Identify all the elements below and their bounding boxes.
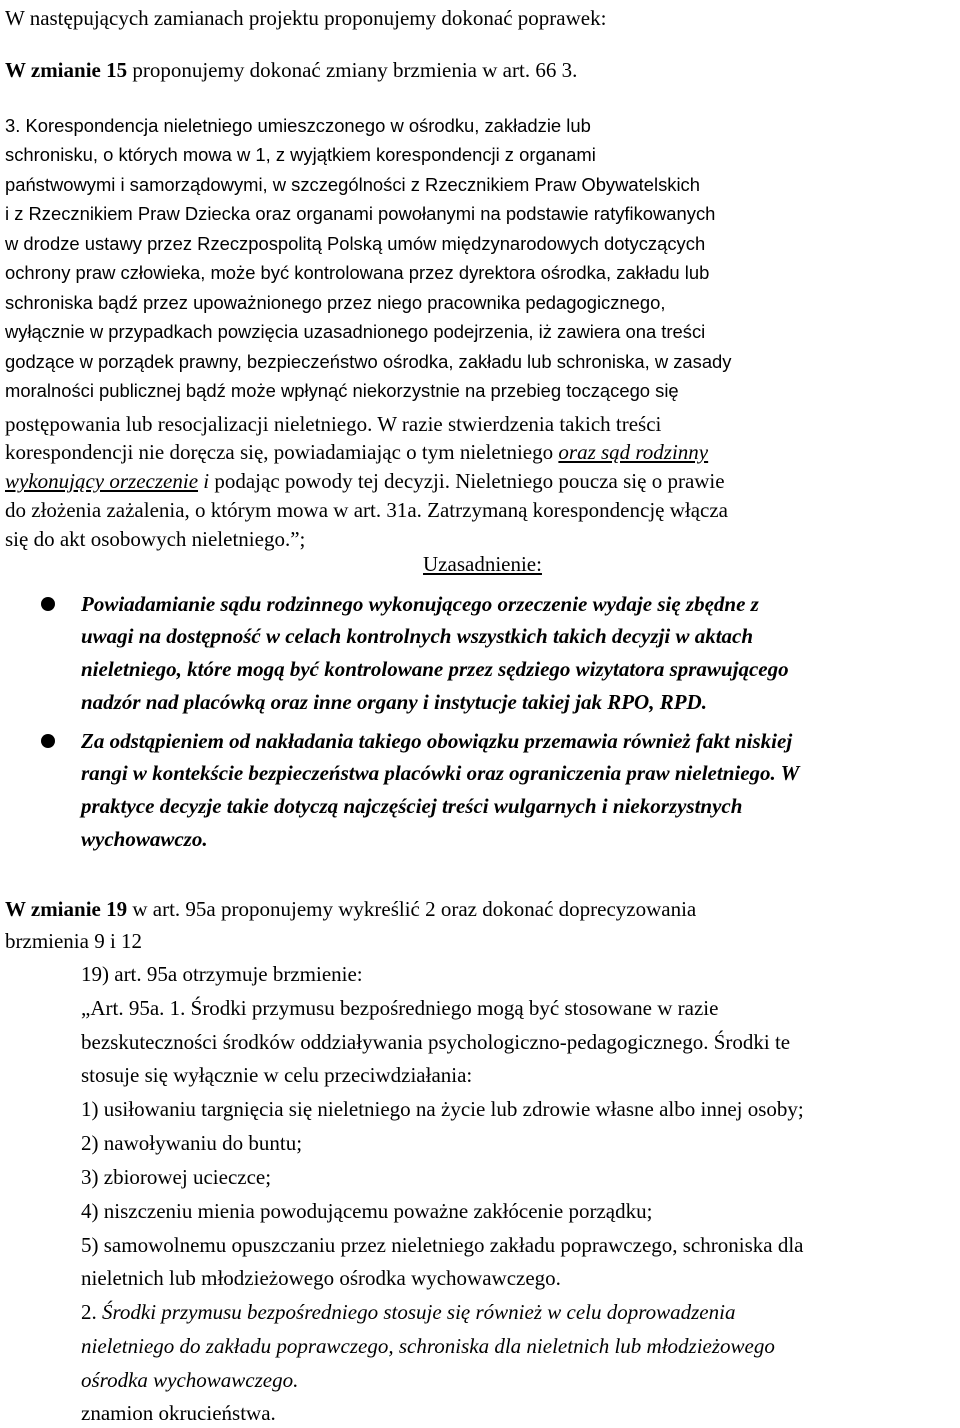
- quote-line: wyłącznie w przypadkach powzięcia uzasadnionego podejrzenia, iż zawiera ona treści: [5, 321, 706, 342]
- quote-line: schroniska bądź przez upoważnionego przez niego pracownika pedagogicznego,: [5, 292, 666, 313]
- justification-line: uwagi na dostępność w celach kontrolnych wszystkich takich decyzji w aktach: [81, 624, 754, 648]
- amendment-19-heading: [5, 894, 696, 924]
- bullet-icon: [41, 597, 55, 611]
- article-text: 2.: [81, 1300, 102, 1324]
- quote-line: się do akt osobowych nieletniego.”;: [5, 527, 306, 551]
- inserted-text: wykonujący orzeczenie: [5, 469, 199, 493]
- justification-line: nadzór nad placówką oraz inne organy i instytucje takiej jak RPO, RPD.: [81, 690, 707, 714]
- justification-line: rangi w kontekście bezpieczeństwa placówki oraz ograniczenia praw nieletniego. W: [81, 761, 800, 785]
- quote-line: godzące w porządek prawny, bezpieczeństwo ośrodka, zakładu lub schroniska, w zasady: [5, 351, 732, 372]
- quote-line: ochrony praw człowieka, może być kontrolowana przez dyrektora ośrodka, zakładu lub: [5, 262, 710, 283]
- quote-line: do złożenia zażalenia, o którym mowa w art. 31a. Zatrzymaną korespondencję włącza: [5, 498, 729, 522]
- amendment-19-line: brzmienia 9 i 12: [5, 929, 143, 953]
- article-line: ośrodka wychowawczego.: [81, 1368, 299, 1392]
- article-line: 3) zbiorowej ucieczce;: [81, 1165, 272, 1189]
- quote-line: państwowymi i samorządowymi, w szczególności z Rzecznikiem Praw Obywatelskich: [5, 174, 700, 195]
- amendment-15-heading: [5, 55, 577, 85]
- article-line: [81, 1297, 735, 1327]
- article-line: bezskuteczności środków oddziaływania psychologiczno-pedagogicznego. Środki te: [81, 1030, 791, 1054]
- article-line: znamion okrucieństwa.: [81, 1401, 276, 1425]
- article-line: 1) usiłowaniu targnięcia się nieletniego na życie lub zdrowie własne albo innej osoby;: [81, 1097, 804, 1121]
- article-line: 4) niszczeniu mienia powodującemu poważne zakłócenie porządku;: [81, 1199, 653, 1223]
- article-line: nieletnich lub młodzieżowego ośrodka wychowawczego.: [81, 1266, 561, 1290]
- amendment-15-text: proponujemy dokonać zmiany brzmienia w art. 66 3.: [127, 58, 578, 82]
- intro-line: W następujących zamianach projektu proponujemy dokonać poprawek:: [5, 6, 607, 30]
- article-text: Środki przymusu bezpośredniego stosuje się również w celu doprowadzenia: [102, 1300, 736, 1324]
- article-line: 2) nawoływaniu do buntu;: [81, 1131, 303, 1155]
- quote-line: postępowania lub resocjalizacji nieletniego. W razie stwierdzenia takich treści: [5, 412, 662, 436]
- article-line: „Art. 95a. 1. Środki przymusu bezpośredniego mogą być stosowane w razie: [81, 996, 719, 1020]
- article-line: 5) samowolnemu opuszczaniu przez nieletniego zakładu poprawczego, schroniska dla: [81, 1233, 804, 1257]
- inserted-text: i: [198, 469, 210, 493]
- justification-line: praktyce decyzje takie dotyczą najczęściej treści wulgarnych i niekorzystnych: [81, 794, 743, 818]
- quote-line: i z Rzecznikiem Praw Dziecka oraz organami powołanymi na podstawie ratyfikowanych: [5, 203, 716, 224]
- justification-line: nieletniego, które mogą być kontrolowane przez sędziego wizytatora sprawującego: [81, 657, 789, 681]
- quote-line: schronisku, o których mowa w 1, z wyjątkiem korespondencji z organami: [5, 144, 596, 165]
- amendment-19-label: W zmianie 19: [5, 897, 128, 921]
- quote-line: w drodze ustawy przez Rzeczpospolitą Polską umów międzynarodowych dotyczących: [5, 233, 706, 254]
- quote-text: podając powody tej decyzji. Nieletniego poucza się o prawie: [209, 469, 725, 493]
- quote-text: korespondencji nie doręcza się, powiadamiając o tym nieletniego: [5, 440, 559, 464]
- inserted-text: oraz sąd rodzinny: [558, 440, 709, 464]
- quote-line: [5, 437, 708, 467]
- article-line: nieletniego do zakładu poprawczego, schroniska dla nieletnich lub młodzieżowego: [81, 1334, 775, 1358]
- article-line: 19) art. 95a otrzymuje brzmienie:: [81, 962, 363, 986]
- justification-line: wychowawczo.: [81, 827, 208, 851]
- bullet-icon: [41, 734, 55, 748]
- justification-line: Powiadamianie sądu rodzinnego wykonującego orzeczenie wydaje się zbędne z: [81, 592, 759, 616]
- document-page: [5, 0, 960, 1425]
- quote-line: moralności publicznej bądź może wpłynąć niekorzystnie na przebieg toczącego się: [5, 380, 679, 401]
- quote-line: 3. Korespondencja nieletniego umieszczonego w ośrodku, zakładzie lub: [5, 115, 591, 136]
- justification-line: Za odstąpieniem od nakładania takiego obowiązku przemawia również fakt niskiej: [81, 729, 793, 753]
- quote-line: [5, 466, 725, 496]
- amendment-19-text: w art. 95a proponujemy wykreślić 2 oraz dokonać doprecyzowania: [127, 897, 697, 921]
- amendment-15-label: W zmianie 15: [5, 58, 128, 82]
- article-line: stosuje się wyłącznie w celu przeciwdziałania:: [81, 1063, 473, 1087]
- justification-heading: Uzasadnienie:: [423, 552, 542, 576]
